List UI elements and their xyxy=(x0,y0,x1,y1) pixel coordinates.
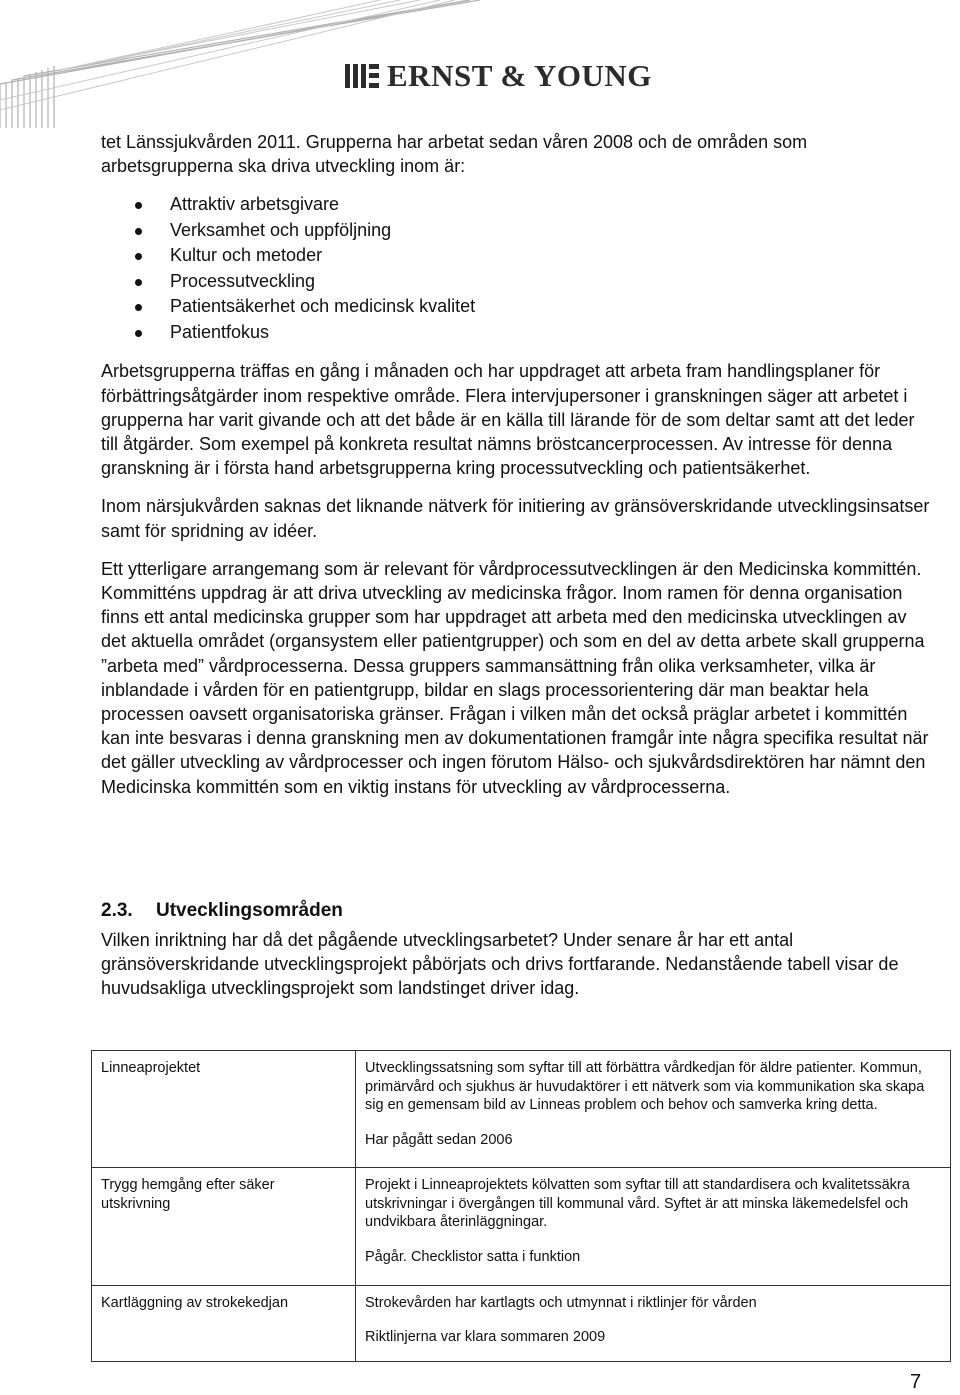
section-number: 2.3. xyxy=(101,900,133,921)
section-title: Utvecklingsområden xyxy=(156,900,343,921)
project-description: Utvecklingssatsning som syftar till att förbättra vårdkedjan för äldre patienter. Kommun, primärvård och sjukhus är huvudaktörer i ett nätverk som via kommunikation ska skapa sig en gemensam bild av Linneas problem och behov och samverka kring detta. xyxy=(365,1060,925,1113)
project-details xyxy=(356,1051,951,1168)
ey-logo-icon xyxy=(345,62,381,90)
project-name: Linneaprojektet xyxy=(92,1051,356,1168)
list-item: Patientsäkerhet och medicinsk kvalitet xyxy=(101,294,931,320)
project-name: Trygg hemgång efter säker utskrivning xyxy=(92,1168,356,1285)
intro-paragraph: tet Länssjukvården 2011. Grupperna har arbetat sedan våren 2008 och de områden som arbetsgrupperna ska driva utveckling inom är: xyxy=(101,132,808,177)
table-row xyxy=(92,1051,951,1168)
focus-area-list xyxy=(101,192,931,345)
list-item: Verksamhet och uppföljning xyxy=(101,218,931,244)
logo-wordmark: ERNST & YOUNG xyxy=(387,58,652,93)
project-details xyxy=(356,1168,951,1285)
list-item: Patientfokus xyxy=(101,320,931,346)
projects-table xyxy=(91,1050,951,1362)
body-paragraph-3: Ett ytterligare arrangemang som är relevant för vårdprocessutvecklingen är den Medicinska kommittén. Kommitténs uppdrag är att driva utveckling av medicinska frågor. Inom ramen för denna organisation finns ett antal medicinska grupper som har uppdraget att arbeta med den medicinska utvecklingen av det aktuella området (organsystem eller patientgrupper) och som en del av detta arbete skall grupperna ”arbeta med” vårdprocesserna. Dessa gruppers sammansättning från olika verksamheter, vilka är inblandade i vården för en patientgrupp, bildar en slags processorientering där man beaktar hela processen oavsett organisatoriska gränser. Frågan i vilken mån det också präglar arbetet i kommittén kan inte besvaras i denna granskning men av dokumentationen framgår inte några specifika resultat när det gäller utveckling av vårdprocesser och ingen förutom Hälso- och sjukvårdsdirektören har nämnt den Medicinska kommittén som en viktig instans för utveckling av vårdprocesserna. xyxy=(101,558,929,797)
project-description: Projekt i Linneaprojektets kölvatten som syftar till att standardisera och kvalitetssäkra utskrivningar i övergången till kommunal vård. Syftet är att minska läkemedelsfel och undvikbara återinläggningar. xyxy=(365,1177,910,1231)
list-item: Kultur och metoder xyxy=(101,243,931,269)
project-status: Har pågått sedan 2006 xyxy=(365,1131,513,1148)
section-heading xyxy=(101,898,343,924)
body-paragraph-1: Arbetsgrupperna träffas en gång i månaden och har uppdraget att arbeta fram handlingsplaner för förbättringsåtgärder inom respektive område. Flera intervjupersoner i granskningen säger att arbetet i grupperna har varit givande och att det både är en källa till lärande för de som deltar samt att det leder till åtgärder. Som exempel på konkreta resultat nämns bröstcancerprocessen. Av intresse för denna granskning är i första hand arbetsgrupperna kring processutveckling och patientsäkerhet. xyxy=(101,361,915,479)
list-item: Attraktiv arbetsgivare xyxy=(101,192,931,218)
ernst-young-logo xyxy=(345,58,652,94)
project-description: Strokevården har kartlagts och utmynnat i riktlinjer för vården xyxy=(365,1294,757,1311)
table-row xyxy=(92,1285,951,1361)
page-number: 7 xyxy=(910,1371,922,1393)
section-paragraph: Vilken inriktning har då det pågående utvecklingsarbetet? Under senare år har ett antal gränsöverskridande utvecklingsprojekt påbörjats och drivs fortfarande. Nedanstående tabell visar de huvudsakliga utvecklingsprojekt som landstinget driver idag. xyxy=(101,930,899,999)
project-status: Pågår. Checklistor satta i funktion xyxy=(365,1248,581,1265)
main-content xyxy=(101,130,931,799)
project-details xyxy=(356,1285,951,1361)
body-paragraph-2: Inom närsjukvården saknas det liknande nätverk för initiering av gränsöverskridande utvecklingsinsatser samt för spridning av idéer. xyxy=(101,496,930,541)
list-item: Processutveckling xyxy=(101,269,931,295)
table-row xyxy=(92,1168,951,1285)
project-name: Kartläggning av strokekedjan xyxy=(92,1285,356,1361)
project-status: Riktlinjerna var klara sommaren 2009 xyxy=(365,1329,606,1346)
